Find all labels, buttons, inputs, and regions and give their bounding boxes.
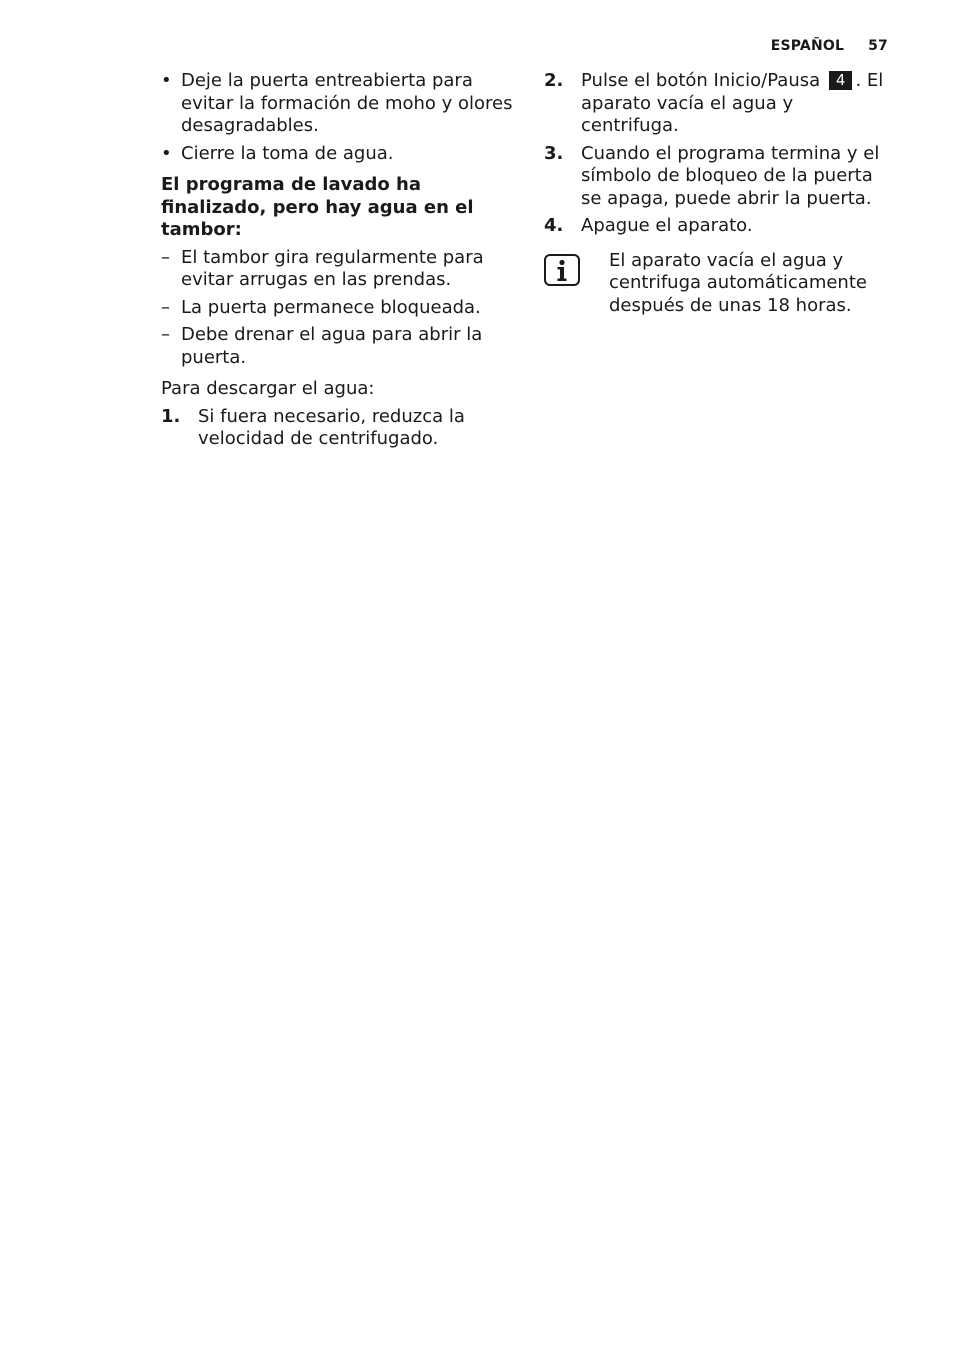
dash-marker: – <box>161 324 170 345</box>
dash-text: Debe drenar el agua para abrir la puerta. <box>181 324 483 368</box>
step-text: Pulse el botón Inicio/Pausa <box>581 70 821 91</box>
dash-item <box>161 247 515 292</box>
step-text: Apague el aparato. <box>581 215 753 236</box>
bullet-text: Cierre la toma de agua. <box>181 142 394 164</box>
step-number: 4. <box>544 215 564 236</box>
bullet-marker: • <box>161 70 172 91</box>
step-2 <box>544 70 894 138</box>
step-number: 3. <box>544 142 564 164</box>
step-number: 1. <box>161 405 181 427</box>
bullet-marker: • <box>161 142 172 164</box>
step-4 <box>544 215 894 238</box>
note-text: El aparato vacía el agua y centrifuga automáticamente después de unas 18 horas. <box>609 249 867 316</box>
step-1 <box>161 406 515 451</box>
section-heading: El programa de lavado ha finalizado, pero hay agua en el tambor: <box>161 174 474 240</box>
info-note <box>544 250 894 318</box>
dash-item <box>161 297 515 320</box>
dash-text: El tambor gira regularmente para evitar arrugas en las prendas. <box>181 246 484 290</box>
step-text: Cuando el programa termina y el símbolo de bloqueo de la puerta se apaga, puede abrir la puerta. <box>581 142 880 209</box>
step-3 <box>544 143 894 211</box>
step-text-cont: . El aparato vacía el agua y centrifuga. <box>581 70 884 136</box>
step-text: Si fuera necesario, reduzca la velocidad de centrifugado. <box>198 405 465 449</box>
intro-paragraph: Para descargar el agua: <box>161 378 375 399</box>
start-pause-key-label: 4 <box>829 71 853 90</box>
page-number: 57 <box>868 38 888 54</box>
dash-list <box>161 247 515 370</box>
bullet-item <box>161 70 515 138</box>
left-column <box>161 70 515 456</box>
right-column <box>544 70 894 317</box>
bullet-item <box>161 143 515 166</box>
step-number: 2. <box>544 70 564 91</box>
dash-marker: – <box>161 296 170 318</box>
info-icon <box>544 254 580 286</box>
section-label: ESPAÑOL <box>770 38 845 54</box>
dash-text: La puerta permanece bloqueada. <box>181 296 481 318</box>
dash-marker: – <box>161 246 170 268</box>
bullet-list <box>161 70 515 165</box>
page-header <box>771 38 888 54</box>
bullet-text: Deje la puerta entreabierta para evitar la formación de moho y olores desagradables. <box>181 70 513 136</box>
dash-item <box>161 324 515 369</box>
